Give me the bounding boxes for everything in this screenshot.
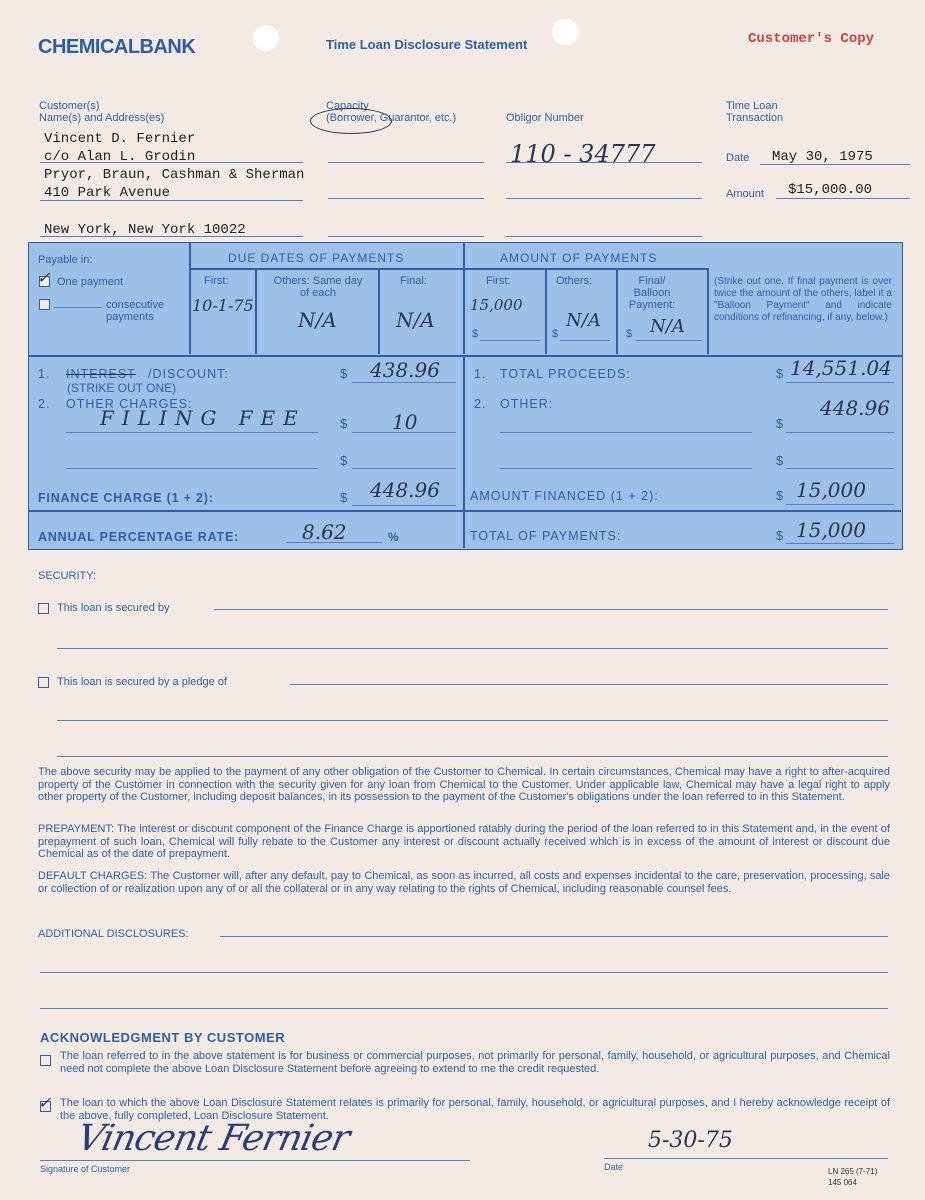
signature-area: Vincent Fernier (73, 1118, 353, 1159)
customer-address-2: Pryor, Braun, Cashman & Sherman (44, 167, 305, 183)
interest-dollar: $ (340, 366, 348, 381)
additional-line-1 (220, 936, 888, 937)
additional-line-2 (40, 972, 888, 973)
consecutive-label: consecutive payments (106, 299, 165, 323)
interest-struck: INTEREST (66, 367, 136, 381)
other-right-line-1 (500, 432, 752, 433)
total-proceeds-label: TOTAL PROCEEDS: (500, 367, 631, 381)
customer-address-3: 410 Park Avenue (44, 185, 171, 201)
due-others-value: N/A (298, 308, 337, 332)
obligor-line-3 (506, 236, 702, 237)
default-charges-paragraph: DEFAULT CHARGES: The Customer will, after any default, pay to Chemical, as soon as incurred, all costs and expenses incidental to the care, preservation, processing, sale or collection of or realization upon any of or all the collateral or in any way relating to the rights of Chemical, including reasonable counsel fees. (38, 870, 890, 895)
divider (616, 268, 618, 354)
consecutive-checkbox[interactable] (39, 299, 50, 310)
divider (545, 268, 547, 354)
total-proceeds-dollar: $ (776, 366, 784, 381)
business-purpose-text: The loan referred to in the above statement is for business or commercial purposes, not primarily for personal, family, household, or agricultural purposes, and Chemical need not complete the above Loan Disclosure Statement before agreeing to extend to me the credit requested. (60, 1050, 890, 1075)
due-first-value: 10-1-75 (192, 296, 254, 315)
amt-final-label: Final/ Balloon Payment: (628, 275, 676, 311)
name-line-2 (40, 200, 303, 201)
amt-first-line (480, 340, 540, 341)
capacity-line-2 (328, 198, 484, 199)
other-charges-label: OTHER CHARGES: (66, 397, 193, 411)
secured-by-line-2 (57, 648, 888, 649)
amount-financed-line (786, 504, 894, 505)
divider (707, 268, 709, 354)
one-payment-label: One payment (57, 276, 124, 288)
payable-in-label: Payable in: (38, 254, 93, 266)
amt-others-label: Others: (556, 275, 593, 287)
personal-purpose-text: The loan to which the above Loan Disclosure Statement relates is primarily for personal, family, household, or agricultural purposes, and I hereby acknowledge receipt of the above, fully completed, Loan Disclosure Statement. (60, 1097, 890, 1122)
strike-one-label: (STRIKE OUT ONE) (67, 381, 177, 395)
form-title: Time Loan Disclosure Statement (326, 37, 528, 52)
amount-financed-dollar: $ (776, 488, 784, 503)
other-charge-2-value-line (352, 468, 456, 469)
other-right-value-line-2 (786, 468, 894, 469)
due-others-label: Others: Same day of each (273, 275, 363, 299)
finance-charge-dollar: $ (340, 490, 348, 505)
total-payments-dollar: $ (776, 528, 784, 543)
other-right-dollar-1: $ (776, 416, 784, 431)
acknowledgment-heading: ACKNOWLEDGMENT BY CUSTOMER (40, 1030, 286, 1045)
secured-by-line-1 (214, 609, 888, 610)
divider (255, 268, 257, 354)
other-right-line-2 (500, 468, 752, 469)
date-value: May 30, 1975 (772, 149, 873, 165)
customer-address-1: c/o Alan L. Grodin (44, 149, 196, 165)
bank-logo: CHEMICALBANK (38, 36, 196, 58)
item1-number: 1. (38, 367, 51, 381)
total-proceeds-value: 14,551.04 (790, 356, 892, 380)
name-line-1 (40, 162, 303, 163)
secured-by-checkbox[interactable] (38, 603, 49, 614)
due-final-value: N/A (396, 308, 435, 332)
total-payments-line (786, 543, 894, 544)
signature-line (40, 1160, 470, 1161)
date-label: Date (726, 152, 750, 164)
signature-date-value: 5-30-75 (648, 1128, 733, 1153)
obligor-number: 110 - 34777 (510, 140, 656, 168)
capacity-label: Capacity (Borrower, Guarantor, etc.) (326, 100, 457, 124)
customer-names-label: Customer(s) Name(s) and Address(es) (39, 100, 165, 124)
apr-line (286, 542, 382, 543)
due-first-label: First: (204, 275, 229, 287)
other-right-dollar-2: $ (776, 453, 784, 468)
amt-others-line (560, 340, 610, 341)
apr-percent: % (388, 530, 399, 544)
pledge-checkbox[interactable] (38, 677, 49, 688)
consecutive-count-line (54, 307, 102, 308)
amt-others-value: N/A (566, 310, 601, 331)
amount-value: $15,000.00 (788, 182, 873, 198)
capacity-line-3 (328, 236, 484, 237)
obligor-line-2 (506, 198, 702, 199)
apr-label: ANNUAL PERCENTAGE RATE: (38, 530, 240, 544)
filing-value: 10 (392, 410, 418, 434)
due-final-label: Final: (400, 275, 427, 287)
capacity-circle (310, 108, 392, 134)
other-label: OTHER: (500, 397, 554, 411)
other-right-value: 448.96 (820, 396, 890, 420)
punch-hole-right (552, 19, 578, 45)
signature-date-label: Date (604, 1162, 624, 1172)
amount-label: Amount (726, 188, 764, 200)
amt-first-label: First: (486, 275, 511, 287)
item2-number: 2. (38, 397, 51, 411)
divider (378, 268, 380, 354)
pledge-label: This loan is secured by a pledge of (57, 676, 227, 688)
signature-date-line (604, 1158, 888, 1159)
pledge-line-2 (57, 720, 888, 721)
personal-purpose-check: ✓ (38, 1093, 52, 1112)
amt-first-value: 15,000 (470, 296, 523, 314)
filing-value-line (352, 432, 456, 433)
amount-financed-label: AMOUNT FINANCED (1 + 2): (470, 489, 659, 503)
divider (463, 242, 465, 354)
name-line-3 (40, 236, 303, 237)
one-payment-check: ✓ (37, 268, 51, 287)
time-loan-label: Time Loan Transaction (726, 100, 784, 124)
divider (189, 268, 707, 270)
interest-value: 438.96 (370, 358, 440, 382)
signature-label: Signature of Customer (40, 1164, 131, 1174)
finance-charge-line (352, 505, 456, 506)
divider (463, 356, 465, 548)
obligor-label: Obligor Number (506, 112, 584, 124)
amount-line (776, 198, 910, 199)
item1-right-number: 1. (474, 367, 487, 381)
amt-final-line (636, 340, 702, 341)
amt-others-dollar: $ (552, 328, 559, 340)
other-charge-line-2 (66, 468, 318, 469)
due-dates-header: DUE DATES OF PAYMENTS (228, 251, 405, 265)
finance-charge-value: 448.96 (370, 478, 440, 502)
date-line (760, 164, 910, 165)
form-code-1: LN 265 (7-71) (828, 1167, 878, 1176)
security-label: SECURITY: (38, 570, 97, 582)
security-paragraph: The above security may be applied to the payment of any other obligation of the Customer to Chemical. In certain circumstances, Chemical may have a right to after-acquired property of the Customer in connection with the security given for any loan from Chemical to the Customer. Under applicable law, Chemical may have a legal right to apply other property of the Customer, including deposit balances, in its possession to the payment of the Customer's obligations under the loan referred to in this Statement. (38, 766, 890, 804)
divider (189, 242, 191, 354)
other-right-value-line-1 (786, 432, 894, 433)
total-payments-label: TOTAL OF PAYMENTS: (470, 529, 622, 543)
amount-financed-value: 15,000 (796, 478, 866, 502)
prepayment-paragraph: PREPAYMENT: The interest or discount component of the Finance Charge is apportioned ratably during the period of the loan referred to in this Statement and, in the event of prepayment of such loan, Chemical will fully rebate to the Customer any interest or discount actually received which is in excess of the amount of interest or discount due Chemical as of the date of prepayment. (38, 823, 890, 861)
business-purpose-checkbox[interactable] (40, 1055, 51, 1066)
total-proceeds-line (786, 382, 894, 383)
copy-label: Customer's Copy (748, 31, 875, 47)
filing-fee-text: FILING FEE (100, 406, 306, 430)
capacity-line-1 (328, 162, 484, 163)
apr-value: 8.62 (302, 520, 347, 544)
secured-by-label: This loan is secured by (57, 602, 170, 614)
interest-line (352, 382, 456, 383)
form-code-2: 145 064 (828, 1178, 857, 1187)
item2-right-number: 2. (474, 397, 487, 411)
discount-label: /DISCOUNT: (148, 367, 229, 381)
amount-header: AMOUNT OF PAYMENTS (500, 251, 658, 265)
filing-dollar: $ (340, 416, 348, 431)
divider (28, 510, 901, 512)
pledge-line-3 (57, 756, 888, 757)
total-payments-value: 15,000 (796, 518, 866, 542)
amt-final-value: N/A (650, 316, 685, 337)
punch-hole-left (253, 25, 279, 51)
finance-charge-label: FINANCE CHARGE (1 + 2): (38, 491, 214, 505)
customer-name: Vincent D. Fernier (44, 131, 196, 147)
filing-fee-line (66, 432, 318, 433)
pledge-line-1 (290, 684, 888, 685)
strike-note: (Strike out one. If final payment is over twice the amount of the others, label it a "Balloon Payment" and indicate conditions of refinancing, if any, below.) (714, 276, 892, 323)
other-charge-2-dollar: $ (340, 453, 348, 468)
additional-disclosures-label: ADDITIONAL DISCLOSURES: (38, 928, 189, 940)
amt-first-dollar: $ (472, 328, 479, 340)
amt-final-dollar: $ (626, 328, 633, 340)
customer-address-4: New York, New York 10022 (44, 222, 246, 238)
additional-line-3 (40, 1008, 888, 1009)
